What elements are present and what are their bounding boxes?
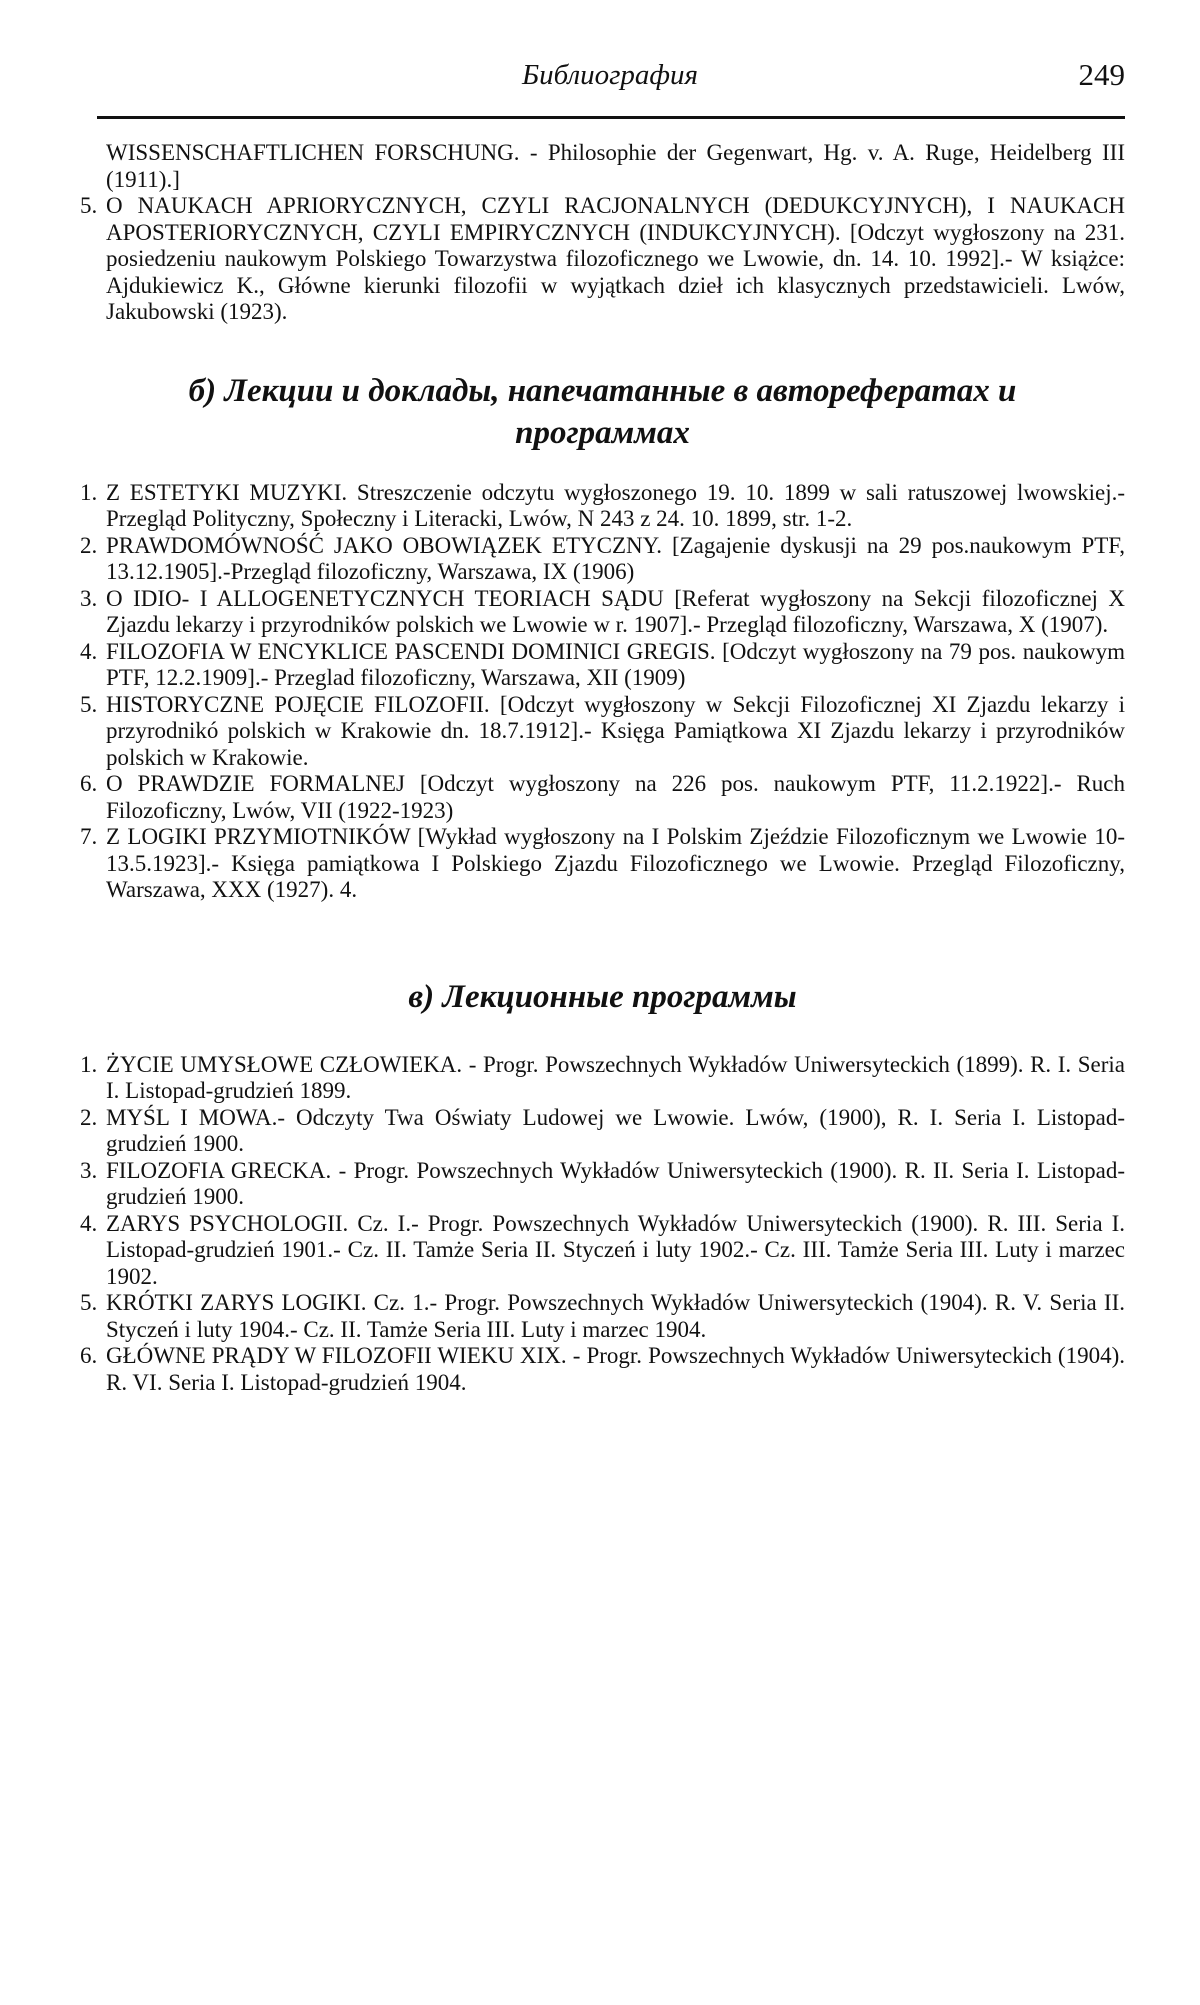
entry-number: 7.: [80, 824, 98, 849]
bibliography-entry: [80, 692, 1125, 772]
bibliography-entry: [80, 824, 1125, 904]
header-title: Библиография: [522, 59, 698, 91]
entry-text: ZARYS PSYCHOLOGII. Cz. I.- Progr. Powszechnych Wykładów Uniwersyteckich (1900). R. III. Seria I. Listopad-grudzień 1901.- Cz. II. Tamże Seria II. Styczeń i luty 1902.- Cz. III. Tamże Seria III. Luty i marzec 1902.: [106, 1210, 1125, 1289]
entry-text: O NAUKACH APRIORYCZNYCH, CZYLI RACJONALNYCH (DEDUKCYJNYCH), I NAUKACH APOSTERIORYCZNYCH, CZYLI EMPIRYCZNYCH (INDUKCYJNYCH). [Odczyt wygłoszony na 231. posiedzeniu naukowym Polskiego Towarzystwa filozoficznego we Lwowie, dn. 14. 10. 1992].- W książce: Ajdukiewicz K., Główne kierunki filozofii w wyjątkach dzieł ich klasycznych przedstawicieli. Lwów, Jakubowski (1923).: [106, 193, 1125, 324]
entry-text: HISTORYCZNE POJĘCIE FILOZOFII. [Odczyt wygłoszony w Sekcji Filozoficznej XI Zjazdu lekarzy i przyrodnikó polskich w Krakowie dn. 18.7.1912].- Księga Pamiątkowa XI Zjazdu lekarzy i przyrodników polskich w Krakowie.: [106, 691, 1125, 770]
bibliography-entry: [80, 1343, 1125, 1396]
bibliography-entry: [80, 639, 1125, 692]
bibliography-entry: [80, 771, 1125, 824]
entry-text: GŁÓWNE PRĄDY W FILOZOFII WIEKU XIX. - Progr. Powszechnych Wykładów Uniwersyteckich (1904). R. VI. Seria I. Listopad-grudzień 1904.: [106, 1343, 1125, 1395]
entry-text: PRAWDOMÓWNOŚĆ JAKO OBOWIĄZEK ETYCZNY. [Zagajenie dyskusji na 29 pos.naukowym PTF, 13.12.1905].-Przegląd filozoficzny, Warszawa, IX (1906): [106, 532, 1125, 584]
entry-number: 5.: [80, 193, 98, 218]
entry-text: O PRAWDZIE FORMALNEJ [Odczyt wygłoszony na 226 pos. naukowym PTF, 11.2.1922].- Ruch Filozoficzny, Lwów, VII (1922-1923): [106, 771, 1125, 823]
entry-text: FILOZOFIA GRECKA. - Progr. Powszechnych Wykładów Uniwersyteckich (1900). R. II. Seria I. Listopad-grudzień 1900.: [106, 1157, 1125, 1209]
bibliography-entry: [80, 533, 1125, 586]
entry-number: 5.: [80, 1290, 98, 1315]
running-header: [95, 55, 1125, 100]
entry-number: 2.: [80, 532, 98, 558]
entry-text: ŻYCIE UMYSŁOWE CZŁOWIEKA. - Progr. Powszechnych Wykładów Uniwersyteckich (1899). R. I. Seria I. Listopad-grudzień 1899.: [106, 1051, 1125, 1103]
bibliography-entry: [80, 193, 1125, 326]
entry-number: 3.: [80, 1157, 98, 1183]
entry-text: MYŚL I MOWA.- Odczyty Twa Oświaty Ludowej we Lwowie. Lwów, (1900), R. I. Seria I. Listopad-grudzień 1900.: [106, 1104, 1125, 1156]
entry-number: 6.: [80, 771, 98, 796]
bibliography-entry: [80, 1211, 1125, 1291]
page-content: [80, 140, 1125, 1396]
section-heading-v: в) Лекционные программы: [408, 978, 797, 1015]
bibliography-entry: [80, 1052, 1125, 1105]
header-rule: [97, 116, 1125, 119]
entry-number: 5.: [80, 691, 98, 717]
section-v-list: [80, 1052, 1125, 1397]
entry-text: KRÓTKI ZARYS LOGIKI. Cz. 1.- Progr. Powszechnych Wykładów Uniwersyteckich (1904). R. V. Seria II. Styczeń i luty 1904.- Cz. II. Tamże Seria III. Luty i marzec 1904.: [106, 1290, 1125, 1342]
entry-number: 1.: [80, 479, 98, 505]
entry-number: 3.: [80, 585, 98, 611]
entry-number: 1.: [80, 1051, 98, 1077]
section-heading-b: б) Лекции и доклады, напечатанные в авторефератах и программах: [188, 372, 1017, 451]
entry-number: 2.: [80, 1104, 98, 1130]
entry-number: 4.: [80, 638, 98, 664]
bibliography-entry: [80, 1105, 1125, 1158]
entry-number: 6.: [80, 1343, 98, 1368]
entry-text: O IDIO- I ALLOGENETYCZNYCH TEORIACH SĄDU [Referat wygłoszony na Sekcji filozoficznej X Zjazdu lekarzy i przyrodników polskich we Lwowie w r. 1907].- Przegląd filozoficzny, Warszawa, X (1907).: [106, 585, 1125, 637]
entry-text: Z ESTETYKI MUZYKI. Streszczenie odczytu wygłoszonego 19. 10. 1899 w sali ratuszowej lwowskiej.- Przegląd Polityczny, Społeczny i Literacki, Lwów, N 243 z 24. 10. 1899, str. 1-2.: [106, 479, 1125, 531]
section-b-list: [80, 480, 1125, 904]
bibliography-entry: [80, 1290, 1125, 1343]
bibliography-entry: [80, 480, 1125, 533]
entry-text: Z LOGIKI PRZYMIOTNIKÓW [Wykład wygłoszony na I Polskim Zjeździe Filozoficznym we Lwowie 10-13.5.1923].- Księga pamiątkowa I Polskiego Zjazdu Filozoficznego we Lwowie. Przegląd Filozoficzny, Warszawa, XXX (1927). 4.: [106, 824, 1125, 902]
entry-text: FILOZOFIA W ENCYKLICE PASCENDI DOMINICI GREGIS. [Odczyt wygłoszony na 79 pos. naukowym PTF, 12.2.1909].- Przeglad filozoficzny, Warszawa, XII (1909): [106, 638, 1125, 690]
page-number: 249: [1078, 57, 1125, 92]
continued-entry: WISSENSCHAFTLICHEN FORSCHUNG. - Philosophie der Gegenwart, Hg. v. A. Ruge, Heidelberg III (1911).]: [106, 140, 1125, 192]
bibliography-entry: [80, 1158, 1125, 1211]
entry-number: 4.: [80, 1210, 98, 1236]
bibliography-entry: [80, 586, 1125, 639]
